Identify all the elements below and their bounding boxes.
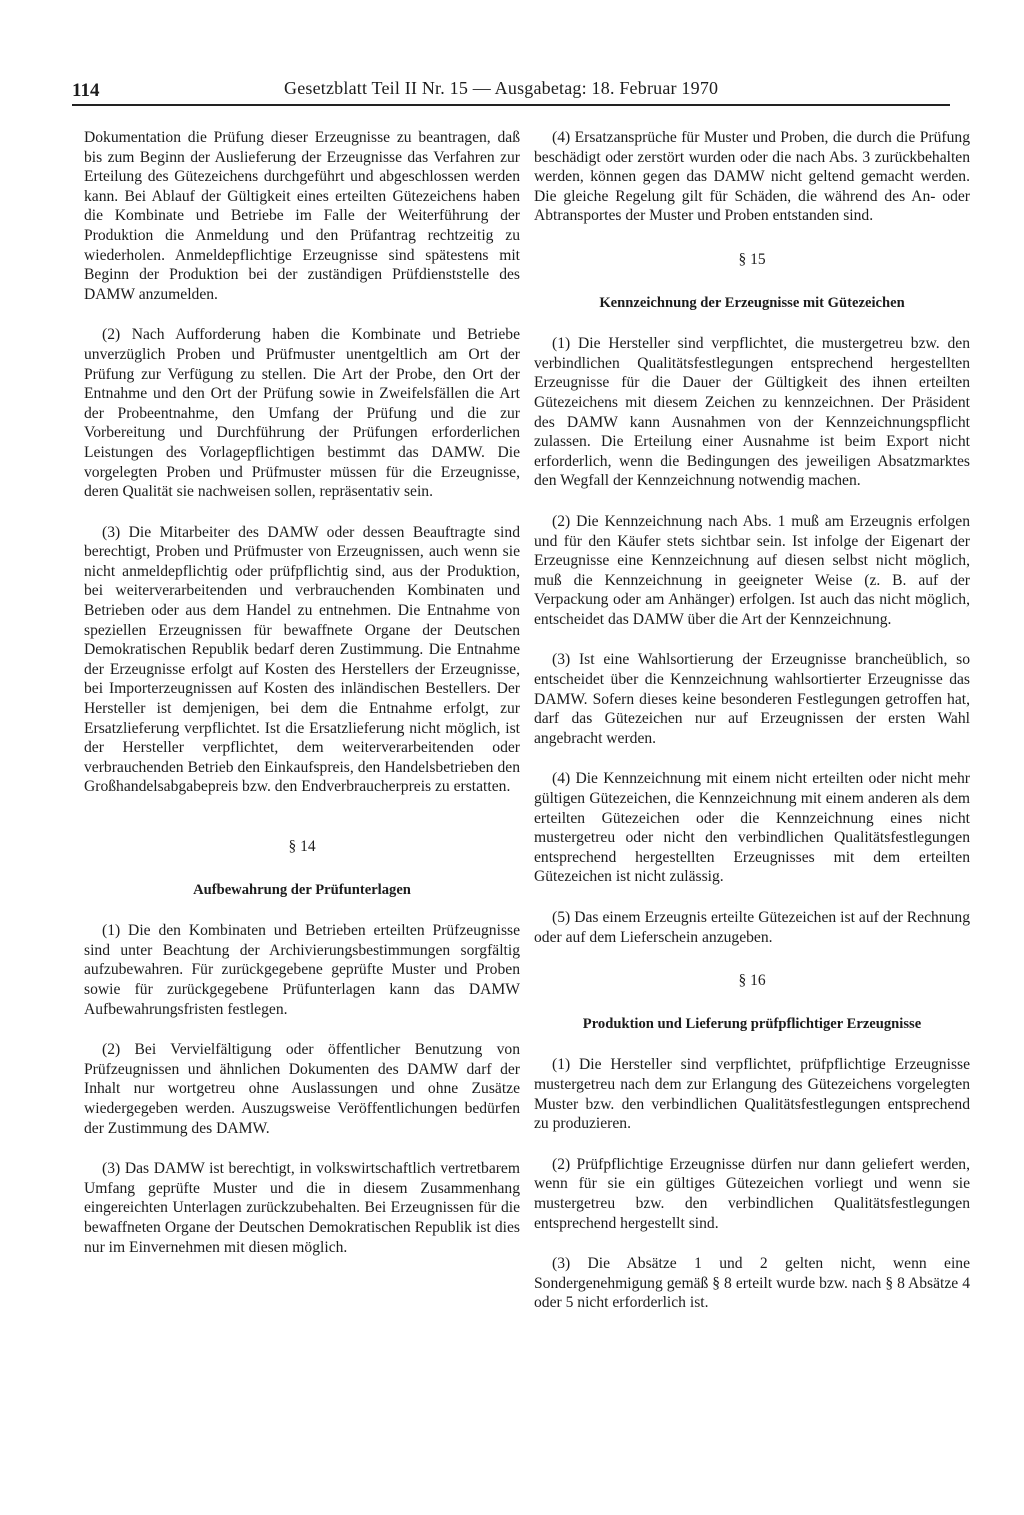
paragraph-13-3: (3) Die Mitarbeiter des DAMW oder dessen Beauftragte sind berechtigt, Proben und Prüfmuster von Erzeugnissen, auch wenn sie nicht anmeldepflichtig oder prüfpflichtig sind, aus der Produktion, bei weiterverarbeitenden und verbrauchenden Kombinaten und Betrieben oder aus dem Handel zu entnehmen. Die Entnahme von speziellen Erzeugnissen für bewaffnete Organe der Deutschen Demokratischen Republik bedarf deren Zustimmung. Die Entnahme der Erzeugnisse erfolgt auf Kosten des Herstellers der Erzeugnisse, bei Importerzeugnissen auf Kosten des inländischen Bestellers. Der Hersteller ist demjenigen, bei dem die Entnahme erfolgt, zur Ersatzlieferung verpflichtet. Ist die Ersatzlieferung nicht möglich, ist der Hersteller verpflichtet, dem weiterverarbeitenden oder verbrauchenden Betrieb den Einkaufspreis, den Handelsbetrieben den Großhandelsabgabepreis bzw. den Endverbraucherpreis zu erstatten. — [84, 523, 520, 796]
paragraph-continued: Dokumentation die Prüfung dieser Erzeugnisse zu beantragen, daß bis zum Beginn der Auslieferung der Erzeugnisse das Verfahren zur Erteilung des Gütezeichens durchgeführt und abgeschlossen werden kann. Bei Ablauf der Gültigkeit eines erteilten Gütezeichens haben die Kombinate und Betriebe im Falle der Weiterführung der Produktion die Anmeldung und den Prüfantrag rechtzeitig zu wiederholen. Anmeldepflichtige Erzeugnisse sind spätestens mit Beginn der Produktion bei der zuständigen Prüfdienststelle des DAMW anzumelden. — [84, 129, 520, 303]
paragraph-15-2: (2) Die Kennzeichnung nach Abs. 1 muß am Erzeugnis erfolgen und für den Käufer stets sichtbar sein. Ist infolge der Eigenart der Erzeugnisse eine Kennzeichnung auf diesen selbst nicht möglich, muß die Kennzeichnung in geeigneter Weise (z. B. auf der Verpackung oder am Anhänger) erfolgen. Ist auch das nicht möglich, entscheidet das DAMW über die Art der Kennzeichnung. — [534, 512, 970, 628]
paragraph-15-5: (5) Das einem Erzeugnis erteilte Gütezeichen ist auf der Rechnung oder auf dem Lieferschein anzugeben. — [534, 909, 970, 946]
right-column — [534, 128, 970, 1313]
paragraph-16-3: (3) Die Absätze 1 und 2 gelten nicht, wenn eine Sondergenehmigung gemäß § 8 erteilt wurde bzw. nach § 8 Absätze 4 oder 5 nicht erforderlich ist. — [534, 1255, 970, 1312]
page-number: 114 — [72, 80, 100, 101]
paragraph-16-1: (1) Die Hersteller sind verpflichtet, prüfpflichtige Erzeugnisse mustergetreu nach dem zur Erlangung des Gütezeichens vorgelegten Muster bzw. den verbindlichen Qualitätsfestlegungen entsprechend zu produzieren. — [534, 1056, 970, 1133]
paragraph-16-2: (2) Prüfpflichtige Erzeugnisse dürfen nur dann geliefert werden, wenn für sie ein gültiges Gütezeichen vorliegt und wenn sie mustergetreu bzw. den verbindlichen Qualitätsfestlegungen entsprechend hergestellt sind. — [534, 1155, 970, 1232]
paragraph-13-2: (2) Nach Aufforderung haben die Kombinate und Betriebe unverzüglich Proben und Prüfmuster unentgeltlich am Ort der Prüfung zur Verfügung zu stellen. Die Art der Probe, den Ort der Entnahme und den Ort der Prüfung sowie in Zweifelsfällen die Art der Probeentnahme, den Umfang der Prüfung und die zur Vorbereitung und Durchführung der Prüfungen erforderlichen Leistungen des Vorlagepflichtigen bestimmt das DAMW. Die vorgelegten Proben und Prüfmuster müssen für die Erzeugnisse, deren Qualität sie nachweisen sollen, repräsentativ sein. — [84, 326, 520, 501]
section-15-title: Kennzeichnung der Erzeugnisse mit Gütezeichen — [599, 294, 905, 311]
section-14-title: Aufbewahrung der Prüfunterlagen — [193, 881, 411, 898]
paragraph-15-3: (3) Ist eine Wahlsortierung der Erzeugnisse brancheüblich, so entscheidet über die Kennzeichnung wahlsortierter Erzeugnisse das DAMW. Sofern dieses keine besonderen Festlegungen getroffen hat, darf das Gütezeichen nur auf Erzeugnissen der ersten Wahl angebracht werden. — [534, 651, 970, 747]
paragraph-15-1: (1) Die Hersteller sind verpflichtet, die mustergetreu bzw. den verbindlichen Qualitätsfestlegungen entsprechend hergestellten Erzeugnisse für die Dauer der Gültigkeit des ihnen erteilten Gütezeichens mit diesem Zeichen zu kennzeichnen. Der Präsident des DAMW kann Ausnahmen von der Kennzeichnungspflicht zulassen. Die Erteilung einer Ausnahme ist beim Export nicht erforderlich, wenn die Bedingungen des jeweiligen Absatzmarktes den Wegfall der Kennzeichnung notwendig machen. — [534, 335, 970, 490]
header-title: Gesetzblatt Teil II Nr. 15 — Ausgabetag: 18. Februar 1970 — [284, 78, 719, 98]
paragraph-14-2: (2) Bei Vervielfältigung oder öffentlicher Benutzung von Prüfzeugnissen und ähnlichen Dokumenten des DAMW darf der Inhalt nur wortgetreu ohne Auslassungen und ohne Zusätze wiedergegeben werden. Auszugsweise Veröffentlichungen bedürfen der Zustimmung des DAMW. — [84, 1041, 520, 1137]
page-header — [72, 74, 950, 106]
paragraph-15-4: (4) Die Kennzeichnung mit einem nicht erteilten oder nicht mehr gültigen Gütezeichen, die Kennzeichnung mit einem anderen als dem erteilten Gütezeichen oder die Kennzeichnung eines nicht mustergetreu oder nicht den verbindlichen Qualitätsfestlegungen entsprechend hergestellten Erzeugnisses mit dem erteilten Gütezeichen ist nicht zulässig. — [534, 770, 970, 886]
section-16-number: § 16 — [738, 972, 766, 990]
paragraph-13-4: (4) Ersatzansprüche für Muster und Proben, die durch die Prüfung beschädigt oder zerstört wurden oder die nach Abs. 3 zurückbehalten werden, können gegen das DAMW nicht geltend gemacht werden. Die gleiche Regelung gilt für Schäden, die während des An- oder Abtransportes der Muster und Proben entstanden sind. — [534, 129, 970, 225]
paragraph-14-3: (3) Das DAMW ist berechtigt, in volkswirtschaftlich vertretbarem Umfang geprüfte Muster und die in diesem Zusammenhang eingereichten Unterlagen zurückzubehalten. Bei Erzeugnissen für die bewaffneten Organe der Deutschen Demokratischen Republik ist dies nur im Einvernehmen mit diesen möglich. — [84, 1160, 520, 1256]
section-15-number: § 15 — [738, 250, 766, 268]
section-14-number: § 14 — [288, 838, 316, 855]
paragraph-14-1: (1) Die den Kombinaten und Betrieben erteilten Prüfzeugnisse sind unter Beachtung der Archivierungsbestimmungen sorgfältig aufzubewahren. Für zurückgegebene geprüfte Muster und Proben sowie für zurückgegebene Prüfunterlagen kann das DAMW Aufbewahrungsfristen festlegen. — [84, 922, 520, 1018]
section-16-title: Produktion und Lieferung prüfpflichtiger Erzeugnisse — [582, 1015, 922, 1032]
left-column — [84, 128, 520, 1257]
